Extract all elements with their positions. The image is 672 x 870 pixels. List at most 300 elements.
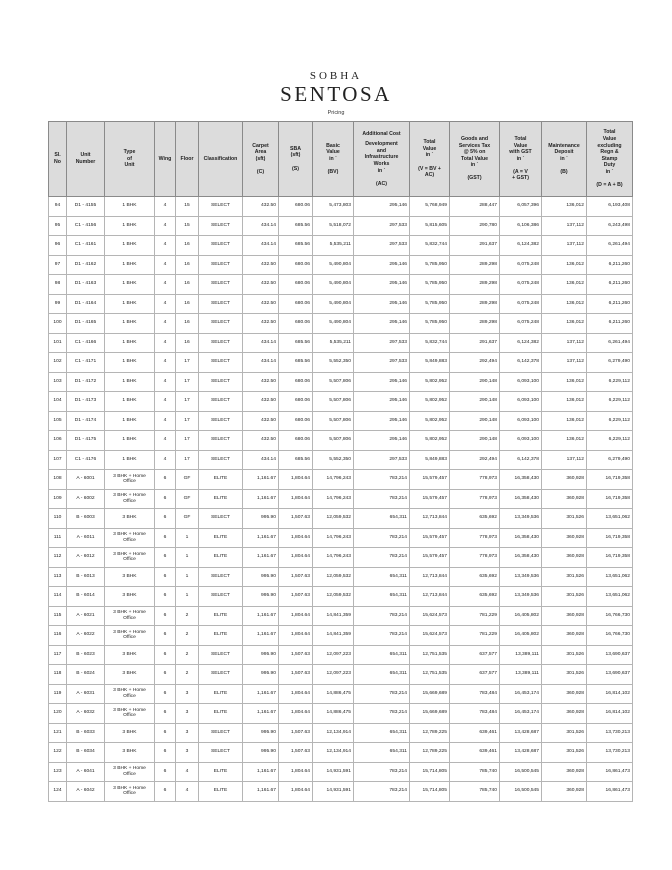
table-cell: SELECT	[199, 392, 243, 412]
table-cell: 360,928	[542, 762, 587, 782]
table-cell: 15,714,805	[410, 782, 450, 802]
table-cell: 6,124,382	[500, 236, 542, 256]
table-row	[49, 470, 633, 490]
table-cell: 6	[155, 567, 176, 587]
table-cell: 96	[49, 236, 67, 256]
table-cell: 115	[49, 606, 67, 626]
table-cell: 1,804.64	[279, 762, 313, 782]
table-cell: 778,973	[450, 489, 500, 509]
table-cell: 635,692	[450, 509, 500, 529]
column-header-label: Type of Unit	[123, 149, 136, 169]
table-cell: 14,796,243	[313, 489, 354, 509]
table-cell: 295,146	[354, 294, 410, 314]
table-cell: 5,832,744	[410, 333, 450, 353]
table-cell: A - 6042	[67, 782, 105, 802]
table-row	[49, 216, 633, 236]
table-cell: 16,766,730	[587, 626, 633, 646]
column-header	[105, 122, 155, 197]
table-cell: 16	[176, 275, 199, 295]
table-cell: 13,690,637	[587, 665, 633, 685]
table-cell: 295,146	[354, 411, 410, 431]
table-cell: 121	[49, 723, 67, 743]
table-cell: 16,358,430	[500, 528, 542, 548]
table-cell: 5,849,883	[410, 450, 450, 470]
table-cell: 295,146	[354, 255, 410, 275]
table-cell: 5,473,803	[313, 197, 354, 217]
column-header-label: Total Value with GST in ` (A = V + GST)	[509, 135, 532, 182]
table-cell: 117	[49, 645, 67, 665]
table-cell: 6,057,396	[500, 197, 542, 217]
table-cell: 136,012	[542, 411, 587, 431]
table-cell: 6	[155, 782, 176, 802]
table-cell: SELECT	[199, 333, 243, 353]
table-cell: 4	[155, 372, 176, 392]
table-cell: 5,552,350	[313, 450, 354, 470]
table-cell: 4	[155, 411, 176, 431]
table-cell: 6,229,112	[587, 392, 633, 412]
table-cell: 136,012	[542, 294, 587, 314]
table-cell: 94	[49, 197, 67, 217]
table-cell: 136,012	[542, 314, 587, 334]
column-header-label: Wing	[158, 155, 172, 162]
table-cell: 360,928	[542, 684, 587, 704]
table-cell: 1,804.64	[279, 528, 313, 548]
table-cell: SELECT	[199, 723, 243, 743]
table-cell: D1 - 4173	[67, 392, 105, 412]
table-cell: 290,148	[450, 392, 500, 412]
table-cell: 635,692	[450, 567, 500, 587]
table-cell: 13,428,687	[500, 723, 542, 743]
table-cell: 1 BHK	[105, 236, 155, 256]
table-cell: 13,651,062	[587, 509, 633, 529]
table-cell: 297,533	[354, 450, 410, 470]
table-cell: 6	[155, 665, 176, 685]
table-cell: A - 6031	[67, 684, 105, 704]
table-cell: B - 6034	[67, 743, 105, 763]
table-cell: 1 BHK	[105, 431, 155, 451]
table-cell: 297,533	[354, 333, 410, 353]
table-row	[49, 645, 633, 665]
table-cell: 6,279,490	[587, 353, 633, 373]
table-cell: 16,405,802	[500, 606, 542, 626]
table-cell: 3 BHK + Home Office	[105, 782, 155, 802]
table-cell: ELITE	[199, 606, 243, 626]
table-cell: 16	[176, 314, 199, 334]
table-cell: 680.06	[279, 197, 313, 217]
table-cell: 101	[49, 333, 67, 353]
table-cell: 5,802,952	[410, 411, 450, 431]
table-cell: A - 6041	[67, 762, 105, 782]
table-cell: 6,279,490	[587, 450, 633, 470]
table-cell: 360,928	[542, 489, 587, 509]
table-cell: 432.50	[243, 411, 279, 431]
table-cell: 3 BHK + Home Office	[105, 606, 155, 626]
column-header-label: Sl. No	[54, 152, 61, 165]
table-cell: 110	[49, 509, 67, 529]
table-cell: 17	[176, 431, 199, 451]
table-cell: 16,719,358	[587, 528, 633, 548]
table-cell: 4	[155, 392, 176, 412]
table-cell: GF	[176, 470, 199, 490]
table-cell: 15,714,805	[410, 762, 450, 782]
pricing-table	[48, 121, 633, 802]
table-cell: 1,507.63	[279, 743, 313, 763]
table-cell: 783,214	[354, 528, 410, 548]
table-cell: 783,214	[354, 684, 410, 704]
table-cell: 5,507,806	[313, 411, 354, 431]
table-row	[49, 762, 633, 782]
table-cell: 16,405,802	[500, 626, 542, 646]
table-cell: 301,526	[542, 723, 587, 743]
table-cell: 301,526	[542, 743, 587, 763]
table-cell: 3	[176, 723, 199, 743]
table-row	[49, 275, 633, 295]
table-cell: 109	[49, 489, 67, 509]
table-cell: A - 6002	[67, 489, 105, 509]
table-header-row	[49, 122, 633, 197]
table-cell: 1,507.63	[279, 587, 313, 607]
table-cell: 1 BHK	[105, 411, 155, 431]
table-cell: 290,780	[450, 216, 500, 236]
table-cell: 16,500,545	[500, 762, 542, 782]
table-cell: 1,507.63	[279, 645, 313, 665]
table-cell: D1 - 4162	[67, 255, 105, 275]
table-cell: 136,012	[542, 372, 587, 392]
table-cell: 292,494	[450, 450, 500, 470]
table-cell: 6	[155, 489, 176, 509]
table-cell: 15,624,573	[410, 626, 450, 646]
table-cell: 3 BHK + Home Office	[105, 489, 155, 509]
table-cell: 778,973	[450, 470, 500, 490]
table-cell: 17	[176, 450, 199, 470]
table-cell: 5,849,883	[410, 353, 450, 373]
table-row	[49, 665, 633, 685]
table-cell: 1,804.64	[279, 548, 313, 568]
table-cell: 5,535,211	[313, 236, 354, 256]
table-row	[49, 489, 633, 509]
table-cell: 95	[49, 216, 67, 236]
column-header	[410, 122, 450, 197]
table-cell: ELITE	[199, 782, 243, 802]
table-cell: 5,518,072	[313, 216, 354, 236]
table-cell: 778,973	[450, 548, 500, 568]
table-cell: 123	[49, 762, 67, 782]
column-header-label: Total Value in ` (V = BV + AC)	[418, 139, 441, 179]
table-cell: 290,148	[450, 431, 500, 451]
table-cell: 295,146	[354, 372, 410, 392]
table-cell: 6,229,112	[587, 431, 633, 451]
table-cell: 15,624,573	[410, 606, 450, 626]
table-cell: 1 BHK	[105, 294, 155, 314]
table-cell: 137,112	[542, 333, 587, 353]
table-cell: 432.50	[243, 431, 279, 451]
table-cell: 301,526	[542, 645, 587, 665]
table-row	[49, 450, 633, 470]
table-cell: 1,161.67	[243, 606, 279, 626]
table-cell: 15,669,689	[410, 684, 450, 704]
table-cell: 16	[176, 333, 199, 353]
table-cell: 5,832,744	[410, 236, 450, 256]
table-cell: 5,552,350	[313, 353, 354, 373]
column-header-label: Maintenance Deposit in ` (B)	[548, 142, 580, 175]
table-cell: 5,815,605	[410, 216, 450, 236]
table-row	[49, 723, 633, 743]
table-cell: 15,579,457	[410, 548, 450, 568]
table-cell: 3	[176, 704, 199, 724]
table-cell: 14,796,243	[313, 548, 354, 568]
table-cell: 111	[49, 528, 67, 548]
table-cell: 295,146	[354, 197, 410, 217]
table-cell: 6,211,260	[587, 314, 633, 334]
table-cell: 6	[155, 762, 176, 782]
table-cell: 14,886,475	[313, 704, 354, 724]
table-cell: 4	[155, 236, 176, 256]
table-cell: 1,507.63	[279, 665, 313, 685]
table-cell: 432.50	[243, 392, 279, 412]
table-cell: D1 - 4175	[67, 431, 105, 451]
table-cell: 360,928	[542, 626, 587, 646]
table-cell: 680.06	[279, 255, 313, 275]
table-cell: 785,740	[450, 762, 500, 782]
table-cell: 3	[176, 743, 199, 763]
table-cell: 432.50	[243, 255, 279, 275]
table-cell: 1,507.63	[279, 567, 313, 587]
table-cell: 432.50	[243, 294, 279, 314]
table-cell: B - 6023	[67, 645, 105, 665]
table-cell: 1,804.64	[279, 489, 313, 509]
table-cell: 13,389,111	[500, 665, 542, 685]
table-cell: 434.14	[243, 236, 279, 256]
table-cell: 2	[176, 626, 199, 646]
column-header	[199, 122, 243, 197]
table-cell: 783,214	[354, 704, 410, 724]
table-cell: 136,012	[542, 431, 587, 451]
brand-logo-top: SOBHA	[309, 70, 363, 82]
column-header-label: Development and Infrastructure Works in ` (AC)	[364, 141, 399, 187]
table-cell: 3 BHK	[105, 509, 155, 529]
brand-logo-main: SENTOSA	[280, 82, 392, 106]
table-cell: 5,490,804	[313, 314, 354, 334]
table-cell: 12,751,535	[410, 645, 450, 665]
table-cell: 14,796,243	[313, 470, 354, 490]
table-cell: A - 6032	[67, 704, 105, 724]
table-cell: 3 BHK + Home Office	[105, 470, 155, 490]
table-cell: 6	[155, 684, 176, 704]
table-cell: 654,311	[354, 509, 410, 529]
table-cell: 301,526	[542, 509, 587, 529]
table-cell: 6	[155, 743, 176, 763]
table-cell: SELECT	[199, 275, 243, 295]
table-row	[49, 743, 633, 763]
column-header	[500, 122, 542, 197]
table-cell: 137,112	[542, 450, 587, 470]
table-cell: 5,490,804	[313, 275, 354, 295]
table-cell: 13,349,536	[500, 509, 542, 529]
table-cell: SELECT	[199, 431, 243, 451]
table-cell: 3 BHK + Home Office	[105, 684, 155, 704]
table-cell: 14,931,591	[313, 782, 354, 802]
table-cell: 4	[155, 314, 176, 334]
table-cell: D1 - 4164	[67, 294, 105, 314]
table-cell: SELECT	[199, 372, 243, 392]
column-header-label: SBA (sft) (S)	[290, 145, 301, 172]
table-cell: 295,146	[354, 392, 410, 412]
table-cell: 16	[176, 236, 199, 256]
table-cell: 654,311	[354, 645, 410, 665]
table-cell: 781,229	[450, 606, 500, 626]
table-cell: 6	[155, 704, 176, 724]
table-cell: 16,719,358	[587, 470, 633, 490]
table-cell: 118	[49, 665, 67, 685]
table-cell: SELECT	[199, 236, 243, 256]
table-cell: 434.14	[243, 333, 279, 353]
table-cell: 778,973	[450, 528, 500, 548]
table-cell: SELECT	[199, 197, 243, 217]
column-header	[49, 122, 67, 197]
table-cell: 12,713,844	[410, 509, 450, 529]
table-cell: 13,389,111	[500, 645, 542, 665]
table-cell: 995.90	[243, 723, 279, 743]
table-cell: 15,669,689	[410, 704, 450, 724]
table-cell: SELECT	[199, 567, 243, 587]
table-cell: 6	[155, 645, 176, 665]
table-cell: 13,349,536	[500, 567, 542, 587]
table-cell: 434.14	[243, 353, 279, 373]
table-cell: 12,059,532	[313, 587, 354, 607]
table-cell: 12,134,914	[313, 743, 354, 763]
table-cell: 1 BHK	[105, 275, 155, 295]
table-cell: 5,768,949	[410, 197, 450, 217]
table-cell: 783,484	[450, 684, 500, 704]
table-cell: 297,533	[354, 353, 410, 373]
table-cell: B - 6003	[67, 509, 105, 529]
table-row	[49, 197, 633, 217]
table-cell: ELITE	[199, 684, 243, 704]
table-cell: 16,453,174	[500, 684, 542, 704]
table-cell: SELECT	[199, 294, 243, 314]
table-cell: 6,093,100	[500, 392, 542, 412]
table-cell: 680.06	[279, 372, 313, 392]
table-cell: 5,802,952	[410, 372, 450, 392]
table-cell: 6,211,260	[587, 275, 633, 295]
table-cell: B - 6024	[67, 665, 105, 685]
table-cell: 1,804.64	[279, 684, 313, 704]
column-header	[67, 122, 105, 197]
table-cell: 4	[155, 197, 176, 217]
table-cell: B - 6014	[67, 587, 105, 607]
table-cell: 12,097,223	[313, 645, 354, 665]
column-header-label: Total Value excluding Regn & Stamp Duty in ` (D = A + B)	[596, 129, 623, 189]
table-row	[49, 782, 633, 802]
table-row	[49, 372, 633, 392]
table-cell: 4	[155, 255, 176, 275]
table-cell: SELECT	[199, 587, 243, 607]
table-cell: 360,928	[542, 606, 587, 626]
table-cell: 6	[155, 509, 176, 529]
table-cell: 637,577	[450, 665, 500, 685]
column-header	[587, 122, 633, 197]
table-cell: A - 6021	[67, 606, 105, 626]
table-cell: 3 BHK + Home Office	[105, 548, 155, 568]
table-cell: D1 - 4174	[67, 411, 105, 431]
table-cell: ELITE	[199, 548, 243, 568]
table-cell: 289,298	[450, 314, 500, 334]
table-cell: 292,494	[450, 353, 500, 373]
table-cell: 360,928	[542, 782, 587, 802]
table-cell: 1 BHK	[105, 450, 155, 470]
table-cell: 4	[176, 782, 199, 802]
table-cell: 6	[155, 470, 176, 490]
table-cell: 6,093,100	[500, 411, 542, 431]
table-cell: 4	[155, 294, 176, 314]
brand-header	[0, 70, 672, 116]
table-cell: 15	[176, 197, 199, 217]
table-cell: 5,490,804	[313, 255, 354, 275]
table-cell: 1	[176, 528, 199, 548]
table-cell: 6,193,408	[587, 197, 633, 217]
table-cell: ELITE	[199, 626, 243, 646]
table-cell: 639,461	[450, 723, 500, 743]
table-cell: 1,161.67	[243, 684, 279, 704]
table-cell: 654,311	[354, 723, 410, 743]
table-cell: 6,093,100	[500, 372, 542, 392]
table-cell: 6,261,494	[587, 236, 633, 256]
table-cell: 680.06	[279, 294, 313, 314]
table-cell: 16,861,473	[587, 762, 633, 782]
table-cell: 12,713,844	[410, 567, 450, 587]
table-cell: 5,785,950	[410, 275, 450, 295]
table-cell: 654,311	[354, 567, 410, 587]
table-cell: B - 6033	[67, 723, 105, 743]
table-cell: 3 BHK	[105, 567, 155, 587]
table-cell: 4	[155, 333, 176, 353]
column-header-label: Floor	[180, 155, 194, 162]
table-cell: 3 BHK + Home Office	[105, 762, 155, 782]
table-cell: 6	[155, 587, 176, 607]
table-row	[49, 255, 633, 275]
table-cell: 785,740	[450, 782, 500, 802]
table-cell: 3 BHK	[105, 743, 155, 763]
table-cell: 136,012	[542, 197, 587, 217]
table-cell: 15,579,457	[410, 528, 450, 548]
table-cell: 6,075,248	[500, 275, 542, 295]
table-cell: 680.06	[279, 314, 313, 334]
table-cell: 360,928	[542, 704, 587, 724]
table-cell: 108	[49, 470, 67, 490]
table-cell: 1	[176, 548, 199, 568]
column-header	[313, 122, 354, 197]
table-cell: 291,637	[450, 236, 500, 256]
table-cell: D1 - 4163	[67, 275, 105, 295]
table-cell: 995.90	[243, 567, 279, 587]
table-cell: 5,785,950	[410, 255, 450, 275]
table-row	[49, 528, 633, 548]
table-cell: 5,535,211	[313, 333, 354, 353]
table-cell: 6	[155, 606, 176, 626]
table-cell: 14,841,359	[313, 606, 354, 626]
table-cell: 6,075,248	[500, 294, 542, 314]
table-row	[49, 684, 633, 704]
table-cell: C1 - 4161	[67, 236, 105, 256]
table-cell: 1,804.64	[279, 470, 313, 490]
table-cell: 783,484	[450, 704, 500, 724]
table-cell: ELITE	[199, 528, 243, 548]
table-cell: SELECT	[199, 353, 243, 373]
column-header	[354, 122, 410, 197]
table-cell: 6,142,378	[500, 353, 542, 373]
table-cell: 289,298	[450, 294, 500, 314]
table-cell: 2	[176, 645, 199, 665]
